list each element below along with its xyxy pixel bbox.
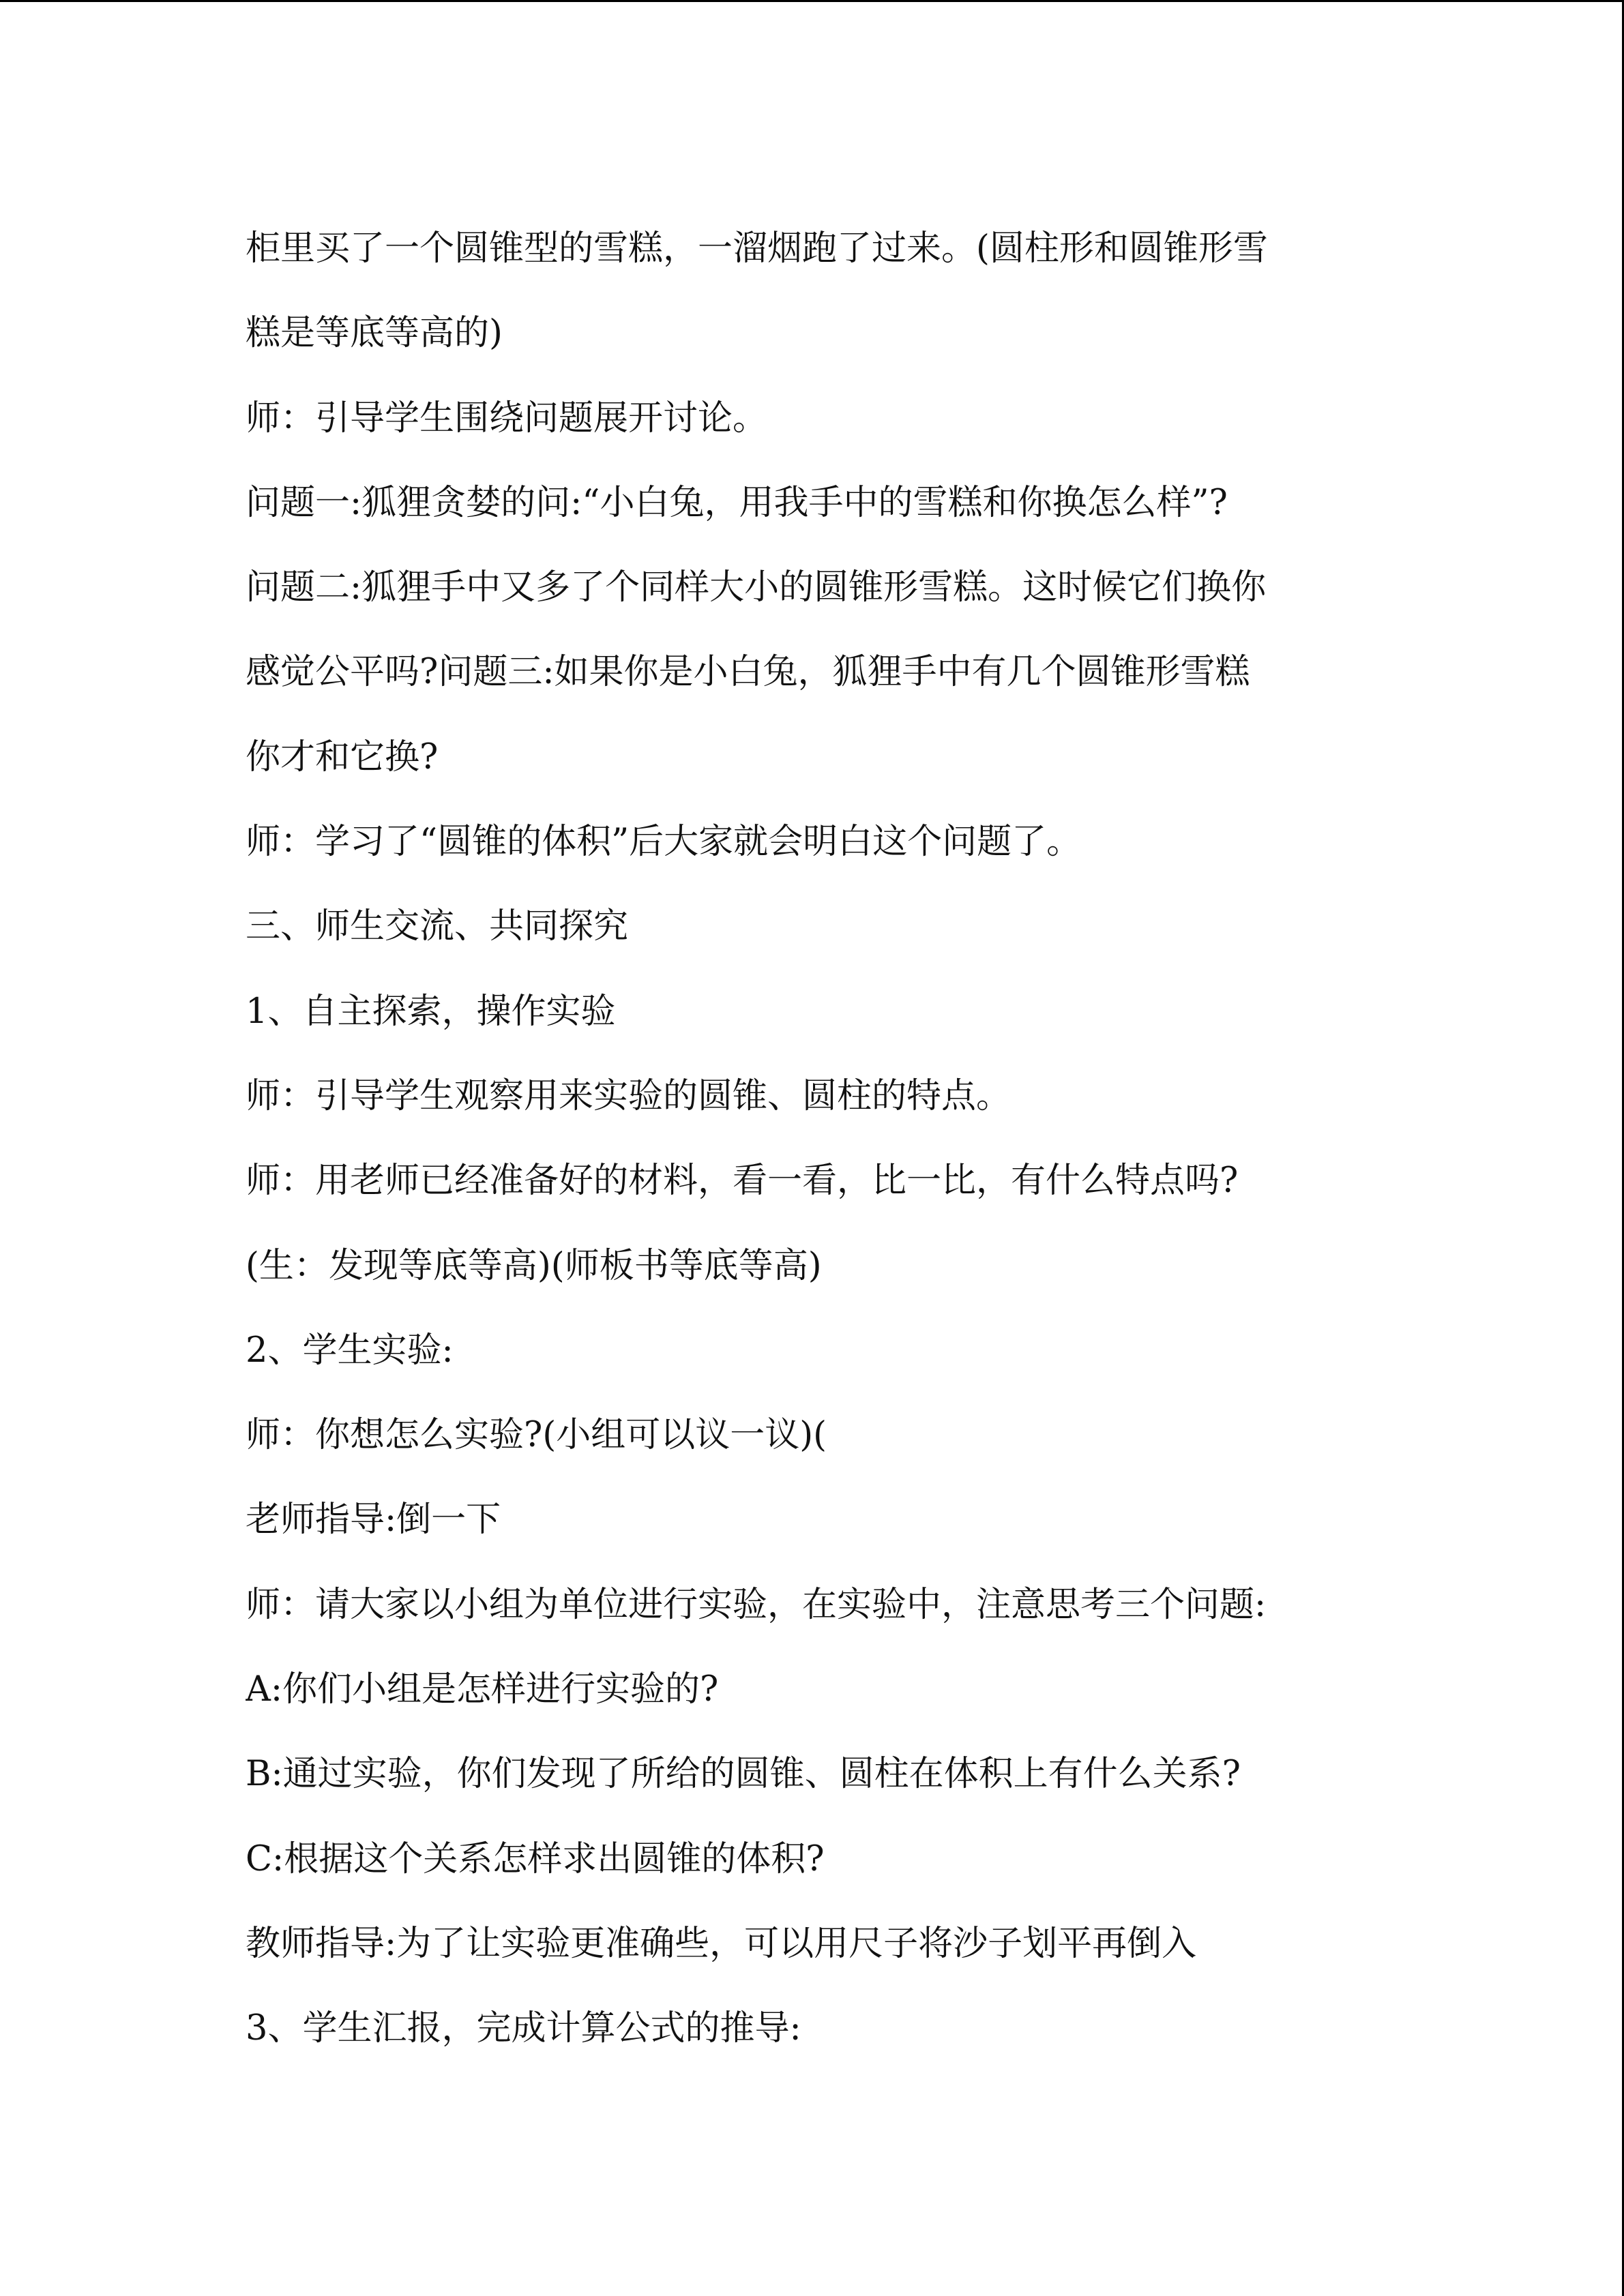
text-line: 师：用老师已经准备好的材料，看一看，比一比，有什么特点吗? <box>246 1161 1239 1202</box>
subsection-heading: 1、自主探索，操作实验 <box>246 991 616 1032</box>
question-item: A:你们小组是怎样进行实验的? <box>246 1669 719 1710</box>
text-line: 问题二:狐狸手中又多了个同样大小的圆锥形雪糕。这时候它们换你 <box>246 567 1267 608</box>
text-line: 师：学习了“圆锥的体积”后大家就会明白这个问题了。 <box>246 822 1082 863</box>
subsection-heading: 2、学生实验: <box>246 1330 454 1371</box>
document-body <box>246 207 1378 2072</box>
text-line: 师：引导学生观察用来实验的圆锥、圆柱的特点。 <box>246 1075 1012 1116</box>
text-line: 你才和它换? <box>246 736 439 777</box>
text-line: 老师指导:倒一下 <box>246 1500 501 1540</box>
text-line: 师：你想怎么实验?(小组可以议一议)( <box>246 1415 827 1456</box>
text-line: 师：引导学生围绕问题展开讨论。 <box>246 398 768 438</box>
question-item: C:根据这个关系怎样求出圆锥的体积? <box>246 1838 825 1879</box>
text-line: 感觉公平吗?问题三:如果你是小白兔，狐狸手中有几个圆锥形雪糕 <box>246 652 1250 693</box>
text-line: 糕是等底等高的) <box>246 313 503 354</box>
text-line: 师：请大家以小组为单位进行实验，在实验中，注意思考三个问题: <box>246 1584 1267 1625</box>
subsection-heading: 3、学生汇报，完成计算公式的推导: <box>246 2008 801 2049</box>
question-item: B:通过实验，你们发现了所给的圆锥、圆柱在体积上有什么关系? <box>246 1754 1241 1795</box>
text-line: (生：发现等底等高)(师板书等底等高) <box>246 1245 822 1286</box>
section-heading: 三、师生交流、共同探究 <box>246 906 629 947</box>
text-line: 教师指导:为了让实验更准确些，可以用尺子将沙子划平再倒入 <box>246 1923 1197 1964</box>
text-line: 柜里买了一个圆锥型的雪糕，一溜烟跑了过来。(圆柱形和圆锥形雪 <box>246 228 1268 269</box>
text-line: 问题一:狐狸贪婪的问:“小白兔，用我手中的雪糕和你换怎么样”? <box>246 482 1228 523</box>
